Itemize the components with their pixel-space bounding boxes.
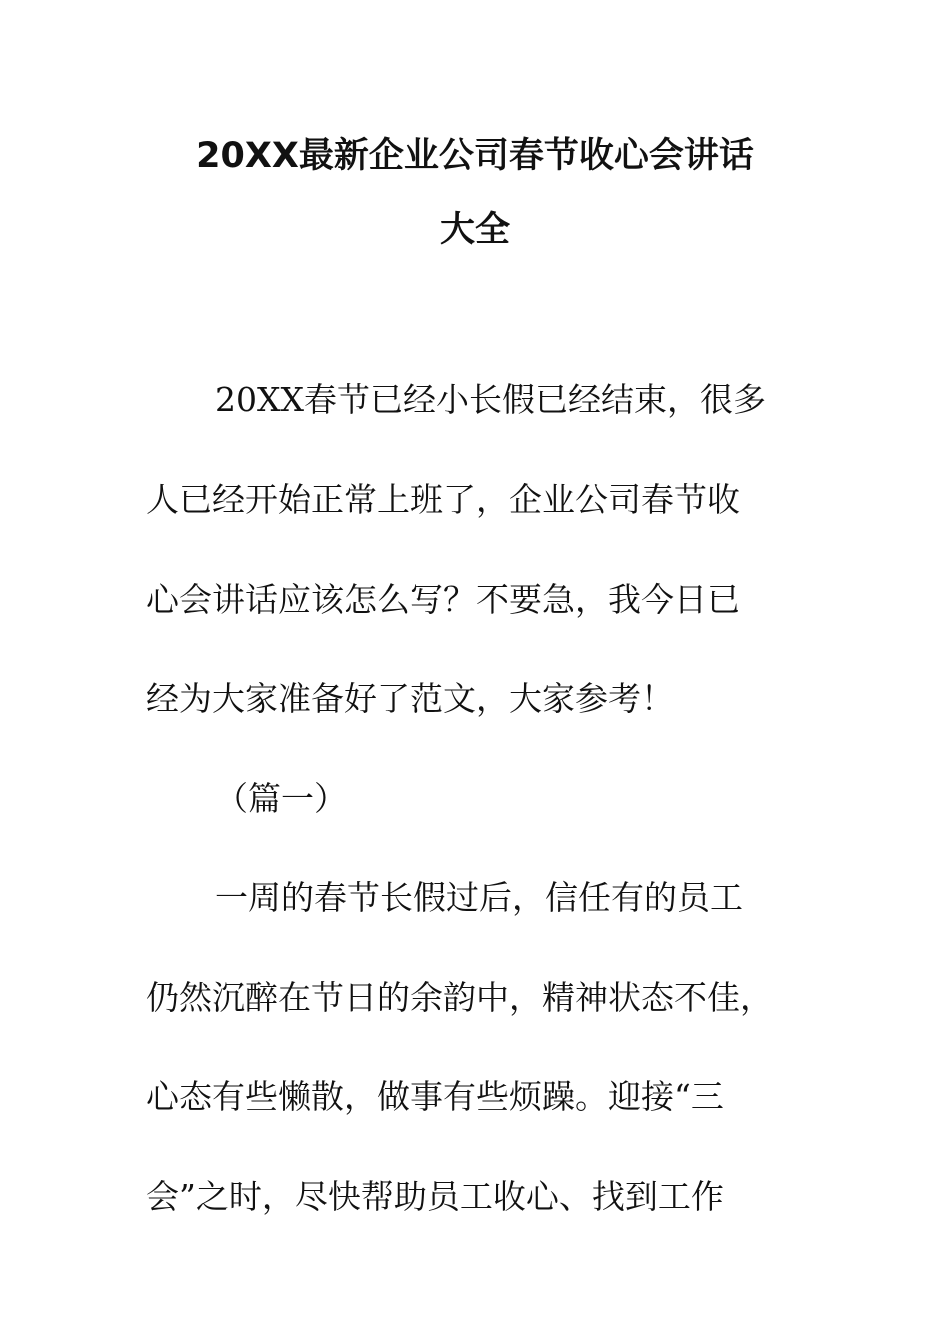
body-line-7: 心态有些懒散，做事有些烦躁。迎接“三 <box>146 1077 724 1116</box>
document-title-line-2: 大全 <box>439 210 510 250</box>
document-title-line-1: 20XX最新企业公司春节收心会讲话 <box>196 136 754 176</box>
body-line-5: 一周的春节长假过后，信任有的员工 <box>215 878 743 917</box>
body-line-6: 仍然沉醉在节日的余韵中，精神状态不佳， <box>146 978 773 1017</box>
body-line-8: 会”之时，尽快帮助员工收心、找到工作 <box>146 1177 724 1216</box>
body-line-4: 经为大家准备好了范文，大家参考！ <box>146 679 674 718</box>
section-heading: （篇一） <box>215 779 347 818</box>
body-line-1: 20XX春节已经小长假已经结束，很多 <box>215 380 766 419</box>
body-line-2: 人已经开始正常上班了，企业公司春节收 <box>146 480 740 519</box>
body-line-3: 心会讲话应该怎么写？不要急，我今日已 <box>146 580 740 619</box>
